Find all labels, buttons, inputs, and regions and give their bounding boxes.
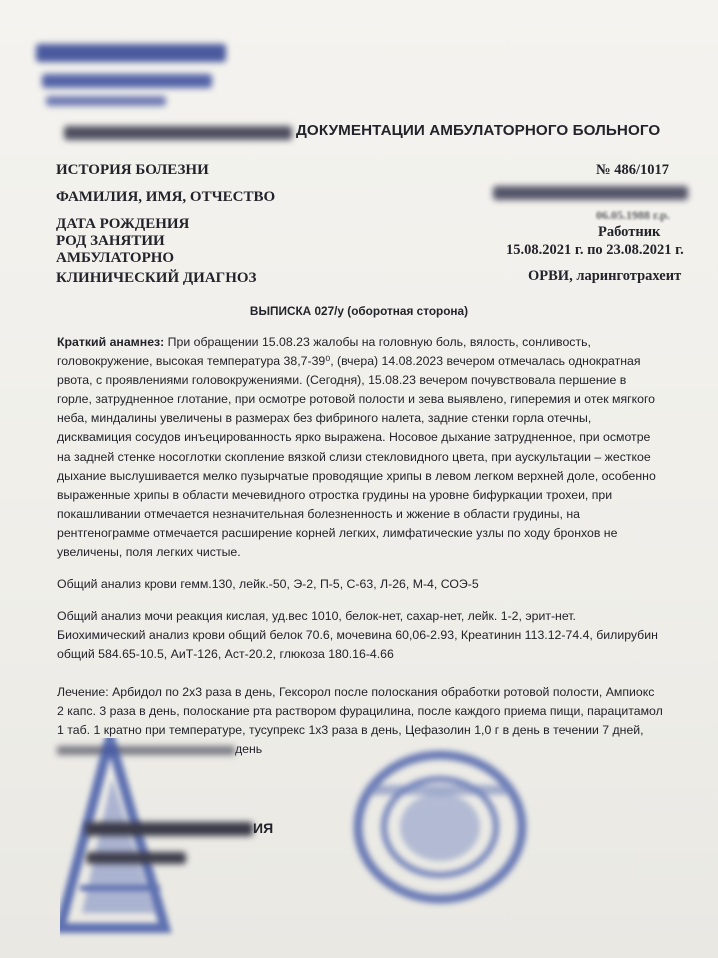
blood-analysis: Общий анализ крови гемм.130, лейк.-50, Э-2, П-5, С-63, Л-26, М-4, СОЭ-5 [57,577,479,591]
anamnesis-line: дыхание выслушивается мелко пузырчатые проводящие хрипы в левом легком верхней доле, особенно [57,468,656,483]
fio-value-redacted [493,186,688,200]
history-label: ИСТОРИЯ БОЛЕЗНИ [56,162,209,178]
occupation-value: Работник [598,224,661,240]
anamnesis-line: покашливании отмечается незначительная болезненность и жжение в области грудины, на [57,506,580,521]
anamnesis-line: дисквамиция сосудов инъецированность ярко выражена. Носовое дыхание затрудненное, при осмотре [57,430,651,445]
triangle-stamp [60,738,290,948]
signature-visible-text: ИЯ [253,820,274,836]
document-title [64,122,664,144]
anamnesis-line: на задней стенке носоглотки скопление вязкой слизи стекловидного цвета, при аускультации – жесткое [57,449,651,464]
treatment-line: 2 капс. 3 раза в день, полоскание рта раствором фурацилина, после каждого приема пищи, парацитамол [57,704,663,719]
diagnosis-value: ОРВИ, ларинготрахеит [528,268,682,284]
urine-biochem-analysis [57,607,673,664]
title-redacted-part [64,126,292,140]
fio-label: ФАМИЛИЯ, ИМЯ, ОТЧЕСТВО [56,189,276,205]
title-text: ДОКУМЕНТАЦИИ АМБУЛАТОРНОГО БОЛЬНОГО [296,122,661,139]
diagnosis-label: КЛИНИЧЕСКИЙ ДИАГНОЗ [56,270,257,286]
section-title: ВЫПИСКА 027/у (оборотная сторона) [249,304,469,318]
analysis-line: Биохимический анализ крови общий белок 70.6, мочевина 60,06-2.93, Креатинин 113.12-74.4, билирубин [57,628,658,643]
history-number: № 486/1017 [596,162,669,178]
anamnesis-line: рвота, с проявлениями головокружениями. (Сегодня), 15.08.23 вечером почувствовала першение в [57,373,627,388]
anamnesis-line: Краткий анамнез: При обращении 15.08.23 жалобы на головную боль, вялость, сонливость, [57,335,591,349]
outpatient-dates: 15.08.2021 г. по 23.08.2021 г. [506,242,684,258]
treatment-last-word: день [235,742,263,757]
anamnesis-line: неба, миндалины увеличены в размерах без фибриного налета, задние стенки горла отечны, [57,411,592,426]
anamnesis-line: выраженные хрипы в области мечевидного отростка грудины на уровне бифуркации трохеи, при [57,487,613,502]
birth-label: ДАТА РОЖДЕНИЯ [56,216,190,232]
analysis-line: Общий анализ мочи реакция кислая, уд.вес 1010, белок-нет, сахар-нет, лейк. 1-2, эрит-нет. [57,609,576,623]
signature-redacted [85,822,253,836]
analysis-line: общий 584.65-10.5, АиТ-126, Аст-20.2, глюкоза 180.16-4.66 [57,647,394,662]
treatment-line: Лечение: Арбидол по 2х3 раза в день, Гексорол после полоскания обработки ротовой полости, Ампиокс [57,685,655,699]
anamnesis-line: рентгенограмме отмечается расширение корней легких, лимфатические узлы по ходу бронхов не [57,525,618,540]
anamnesis-line: горле, затрудненное глотание, при осмотре ротовой полости и зева выявлено, гиперемия и отек мягкого [57,392,656,407]
signature-name-redacted [86,852,186,864]
anamnesis-label: Краткий анамнез: [57,335,165,349]
outpatient-label: АМБУЛАТОРНО [56,250,175,266]
birth-value: 06.05.1988 г.р. [596,208,670,222]
anamnesis-line: головокружение, высокая температура 38,7-39⁰, (вчера) 14.08.2023 вечером отмечалась однократная [57,354,641,369]
anamnesis-line: увеличены, поля легких чистые. [57,545,241,560]
signature-block [85,820,273,838]
organization-stamp-redacted [36,40,231,110]
occupation-label: РОД ЗАНЯТИИ [56,233,165,249]
anamnesis-paragraph [57,333,673,562]
round-stamp [345,745,545,915]
treatment-line: 1 таб. 1 кратно при температуре, тусупрекс 1х3 раза в день, Цефазолин 1,0 г в день в течении 7 дней, [57,723,644,738]
